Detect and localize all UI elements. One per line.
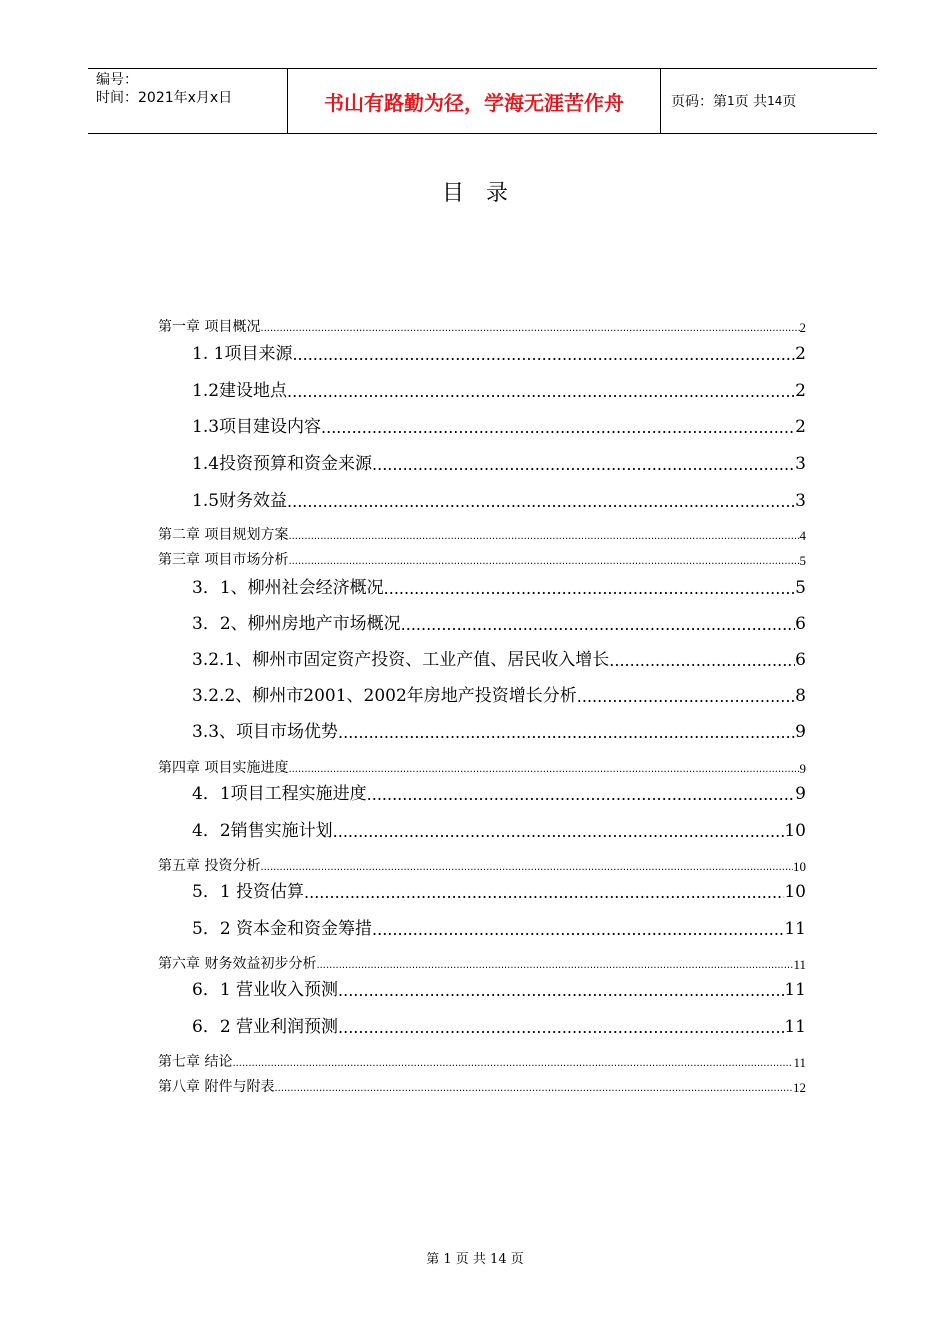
page-footer: 第 1 页 共 14 页 xyxy=(426,1252,524,1267)
toc-entry-3-3[interactable]: 3.3、项目市场优势 ..... 9 xyxy=(192,717,806,742)
toc-entry-6-1[interactable]: 6．1 营业收入预测 ..... 11 xyxy=(192,975,806,1000)
toc-entry-chapter-5[interactable]: 第五章 投资分析 ..... 10 xyxy=(158,855,806,875)
toc-entry-1-3[interactable]: 1.3项目建设内容 ..... 2 xyxy=(192,412,806,437)
toc-entry-chapter-7[interactable]: 第七章 结论 ..... 11 xyxy=(158,1051,806,1071)
time-label: 时间：2021年x月x日 xyxy=(96,90,233,106)
toc-entry-3-1[interactable]: 3．1、柳州社会经济概况 ..... 5 xyxy=(192,573,806,598)
toc-entry-3-2-1[interactable]: 3.2.1、柳州市固定资产投资、工业产值、居民收入增长 ..... 6 xyxy=(192,645,806,670)
toc-entry-1-5[interactable]: 1.5财务效益 ..... 3 xyxy=(192,486,806,511)
page-total: 14 xyxy=(767,94,783,108)
page-mid: 页 共 xyxy=(734,94,768,110)
toc-entry-1-2[interactable]: 1.2建设地点 ..... 2 xyxy=(192,376,806,401)
toc-entry-1-4[interactable]: 1.4投资预算和资金来源 ..... 3 xyxy=(192,449,806,474)
number-label: 编号： xyxy=(96,72,138,88)
header-motto: 书山有路勤为径，学海无涯苦作舟 xyxy=(288,69,661,133)
toc-entry-3-2-2[interactable]: 3.2.2、柳州市2001、2002年房地产投资增长分析 ..... 8 xyxy=(192,681,806,706)
toc-entry-4-1[interactable]: 4．1项目工程实施进度 ..... 9 xyxy=(192,779,806,804)
toc-entry-4-2[interactable]: 4．2销售实施计划 ..... 10 xyxy=(192,816,806,841)
toc-entry-3-2[interactable]: 3．2、柳州房地产市场概况 ..... 6 xyxy=(192,609,806,634)
toc-entry-chapter-1[interactable]: 第一章 项目概况 ..... 2 xyxy=(158,316,806,336)
toc-entry-chapter-3[interactable]: 第三章 项目市场分析 ..... 5 xyxy=(158,549,806,569)
toc-entry-1-1[interactable]: 1. 1项目来源 ..... 2 xyxy=(192,339,806,364)
toc-entry-5-1[interactable]: 5．1 投资估算 ..... 10 xyxy=(192,877,806,902)
toc-title: 目录 xyxy=(441,181,530,206)
toc-entry-chapter-2[interactable]: 第二章 项目规划方案 ..... 4 xyxy=(158,524,806,544)
toc-entry-chapter-6[interactable]: 第六章 财务效益初步分析 ..... 11 xyxy=(158,953,806,973)
toc-entry-chapter-8[interactable]: 第八章 附件与附表 ..... 12 xyxy=(158,1076,806,1096)
toc-entry-5-2[interactable]: 5．2 资本金和资金筹措 ..... 11 xyxy=(192,914,806,939)
page-prefix: 页码：第 xyxy=(671,94,727,110)
page-suffix: 页 xyxy=(782,94,797,110)
page-number: 1 xyxy=(727,94,735,108)
toc-entry-chapter-4[interactable]: 第四章 项目实施进度 ..... 9 xyxy=(158,757,806,777)
toc-entry-6-2[interactable]: 6．2 营业利润预测 ..... 11 xyxy=(192,1012,806,1037)
